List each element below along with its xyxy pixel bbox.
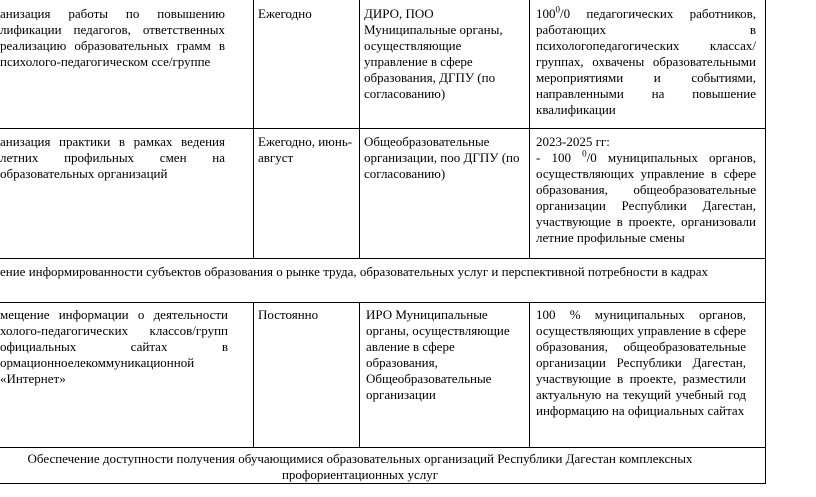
section-header: ение информированности субъектов образования о рынке труда, образовательных услуг и перспективной потребности в кадрах (0, 264, 709, 279)
row2-activity: анизация практики в рамках ведения летних профильных смен на образовательных организаций (0, 134, 225, 181)
table-border (0, 128, 766, 129)
row1-indicator: $100^0/0$ педагогических работников, работающих в психологопедагогических классах/группах, охвачены образовательными мероприятиями и событиями, направленными на повышение квалификации (536, 4, 756, 117)
row3-period: Постоянно (258, 307, 319, 322)
table-border (0, 302, 766, 303)
table-border (253, 302, 254, 447)
table-border (359, 0, 360, 258)
row2-indicator: 2023-2025 гг: - 100 $^0$/0 муниципальных органов, осуществляющих управление в сфере образования, общеобразовательные организации Республики Дагестан, участвующие в проекте, организовали летние профильные смены (536, 134, 756, 245)
table-border (0, 447, 766, 448)
row3-activity: мещение информации о деятельности холого-педагогических классов/групп официальных сайтах в ормационноелекоммуникационной «Интернет» (0, 307, 228, 386)
row1-activity: анизация работы по повышению лификации педагогов, ответственных реализацию образовательных грамм в психолого-педагогическом ссе/группе (0, 6, 225, 69)
table-border (0, 258, 766, 259)
table-border (529, 0, 530, 258)
row1-period: Ежегодно (258, 6, 312, 21)
row1-executors: ДИРО, ПОО Муниципальные органы, осуществляющие управление в сфере образования, ДГПУ (по согласованию) (364, 6, 503, 101)
table-border (765, 0, 766, 483)
section-header-access: Обеспечение доступности получения обучающимися образовательных организаций Республики Дагестан комплексных профориентационных услуг (27, 451, 693, 482)
table-border (253, 0, 254, 258)
row2-indicator-years: 2023-2025 гг: (536, 134, 610, 149)
table-border (0, 483, 766, 484)
row2-period: Ежегодно, июнь-август (258, 134, 353, 165)
row2-executors: Общеобразовательные организации, поо ДГПУ (по согласованию) (364, 134, 520, 181)
row3-indicator: 100 % муниципальных органов, осуществляющих управление в сфере образования, общеобразовательные организации Республики Дагестан, участвующие в проекте, разместили актуальную на текущий учебный год информацию на официальных сайтах (536, 307, 747, 418)
table-border (529, 302, 530, 447)
row3-executors: ИРО Муниципальные органы, осуществляющие авление в сфере образования, Общеобразовательные организации (366, 307, 510, 402)
table-border (359, 302, 360, 447)
